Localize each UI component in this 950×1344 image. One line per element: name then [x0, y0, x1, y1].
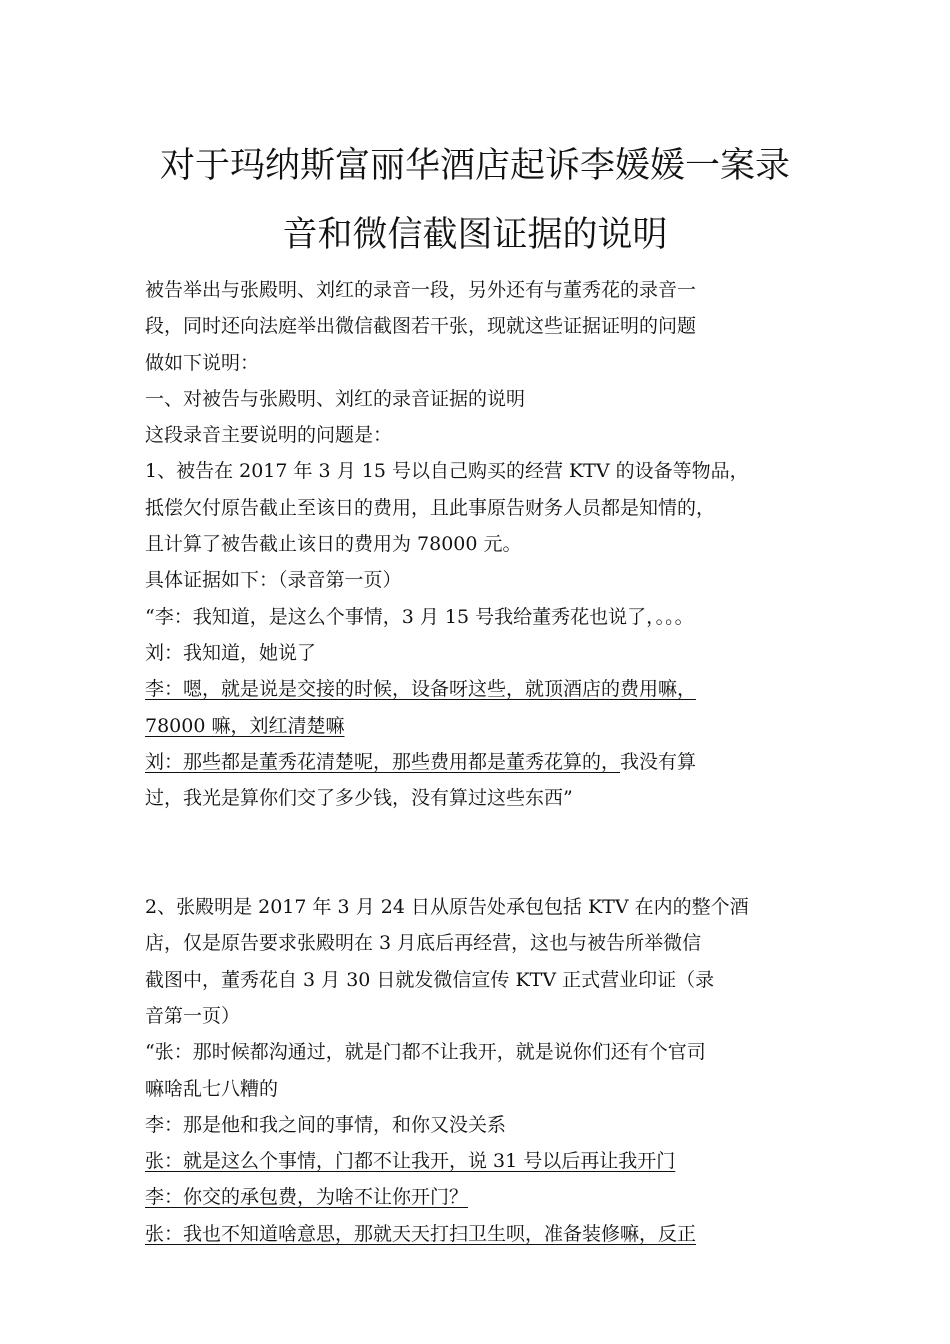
point-2-line-2: 店，仅是原告要求张殿明在 3 月底后再经营，这也与被告所举微信: [145, 932, 702, 955]
quote-2-line-5-underlined: 李：你交的承包费，为啥不让你开门？: [145, 1186, 469, 1209]
section-1-lead: 这段录音主要说明的问题是：: [145, 424, 393, 447]
point-2-line-3: 截图中，董秀花自 3 月 30 日就发微信宣传 KTV 正式营业印证（录: [145, 968, 715, 991]
quote-2-line-6-underlined: 张：我也不知道啥意思，那就天天打扫卫生呗，准备装修嘛，反正: [145, 1222, 697, 1245]
quote-2-line-1: “张：那时候都沟通过，就是门都不让我开，就是说你们还有个官司: [145, 1041, 706, 1064]
quote-1-line-3-underlined: 李：嗯，就是说是交接的时候，设备呀这些，就顶酒店的费用嘛，: [145, 678, 697, 701]
point-2-line-4: 音第一页）: [145, 1004, 241, 1027]
intro-line-1: 被告举出与张殿明、刘红的录音一段，另外还有与董秀花的录音一: [145, 279, 697, 301]
intro-line-3: 做如下说明：: [145, 351, 260, 374]
point-1-line-1: 1、被告在 2017 年 3 月 15 号以自己购买的经营 KTV 的设备等物品，: [145, 460, 749, 483]
quote-1-line-6: 过，我光是算你们交了多少钱，没有算过这些东西”: [145, 787, 573, 810]
quote-1-line-1: “李：我知道，是这么个事情，3 月 15 号我给董秀花也说了，。。。: [145, 605, 694, 628]
quote-1-line-5-underlined-part: 刘：那些都是董秀花清楚呢，那些费用都是董秀花算的，: [145, 750, 621, 773]
quote-2-line-3: 李：那是他和我之间的事情，和你又没关系: [145, 1113, 507, 1136]
blank-space: [145, 816, 835, 889]
point-1-line-2: 抵偿欠付原告截止至该日的费用，且此事原告财务人员都是知情的，: [145, 496, 716, 519]
section-1-heading: 一、对被告与张殿明、刘红的录音证据的说明: [145, 387, 526, 410]
quote-2-line-2: 嘛啥乱七八糟的: [145, 1077, 279, 1100]
quote-1-line-5: [145, 744, 835, 780]
document-title-line-2: 音和微信截图证据的说明: [282, 215, 668, 255]
quote-1-line-5-rest: 我没有算: [620, 750, 697, 773]
point-2-line-1: 2、张殿明是 2017 年 3 月 24 日从原告处承包包括 KTV 在内的整个酒: [145, 896, 749, 919]
evidence-1-lead: 具体证据如下：（录音第一页）: [145, 569, 402, 592]
document-body: [145, 272, 835, 1252]
intro-line-2: 段，同时还向法庭举出微信截图若干张，现就这些证据证明的问题: [145, 315, 697, 338]
quote-2-line-4-underlined: 张：就是这么个事情，门都不让我开，说 31 号以后再让我开门: [145, 1150, 676, 1173]
document-title-line-1: 对于玛纳斯富丽华酒店起诉李媛媛一案录: [159, 146, 790, 186]
quote-1-line-4-underlined: 78000 嘛，刘红清楚嘛: [145, 714, 345, 737]
quote-1-line-2: 刘：我知道，她说了: [145, 641, 317, 664]
point-1-line-3: 且计算了被告截止该日的费用为 78000 元。: [145, 533, 522, 556]
